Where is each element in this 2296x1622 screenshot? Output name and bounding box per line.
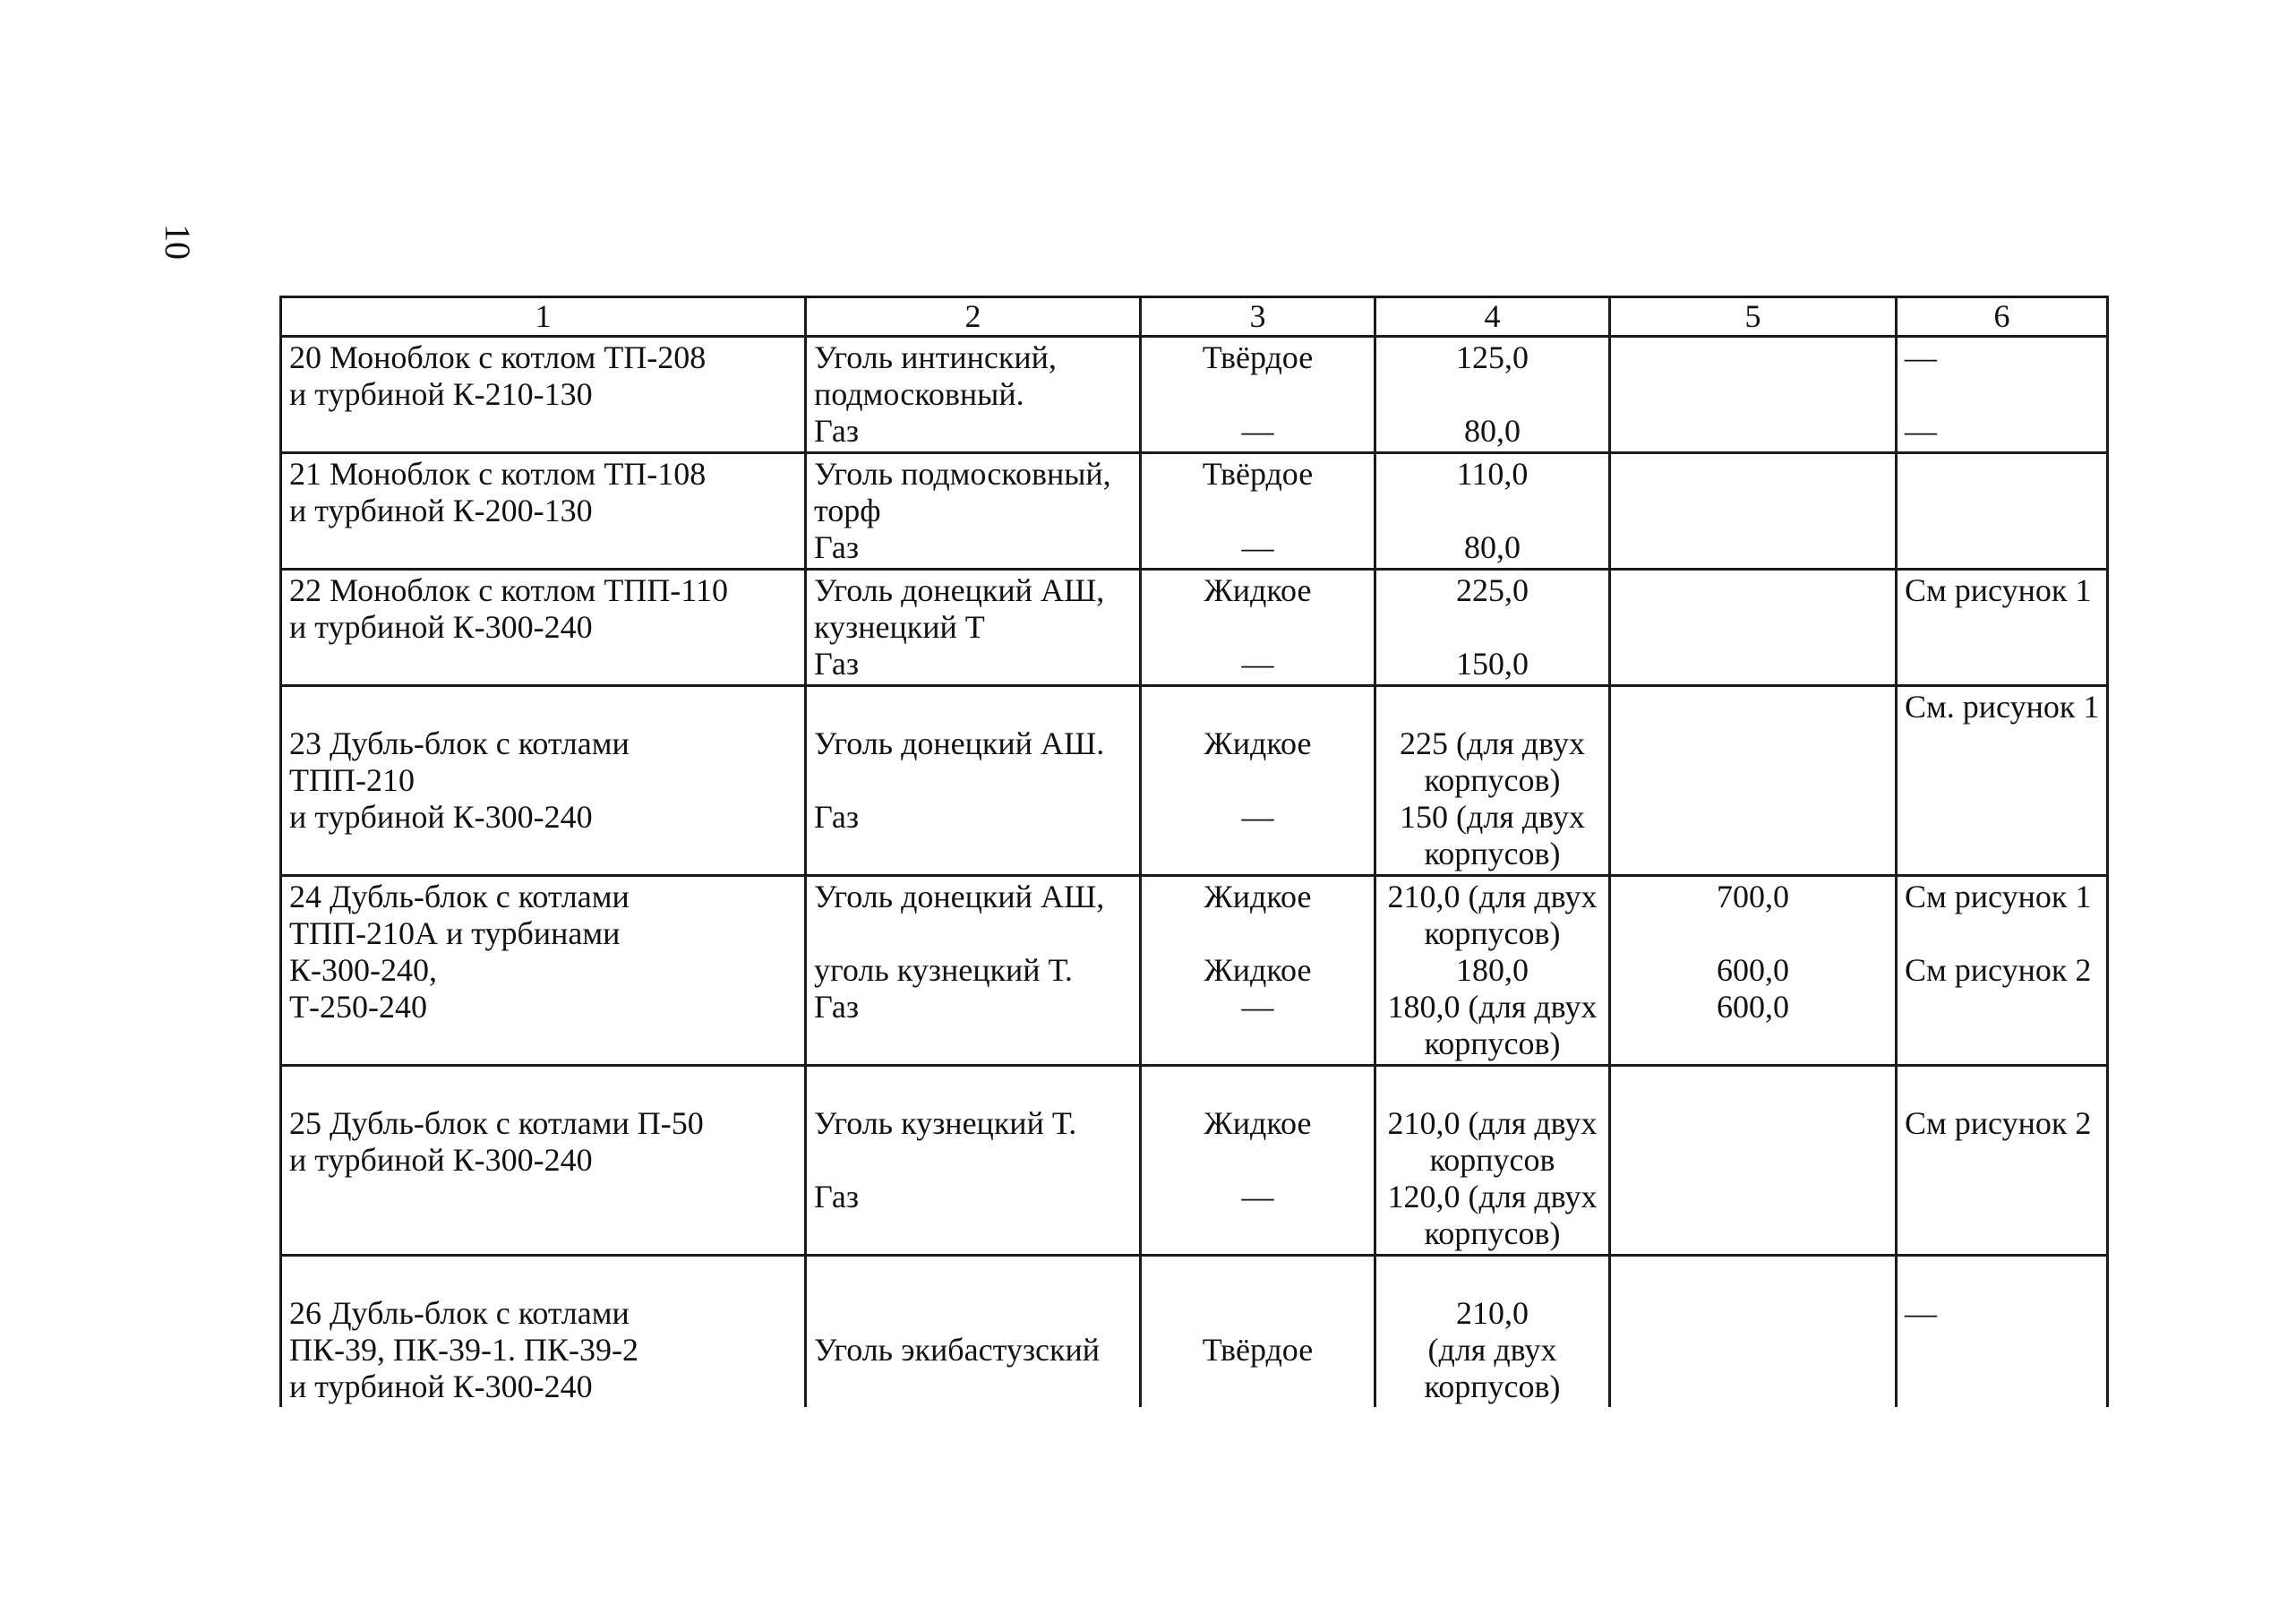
reference-cell: [1897, 453, 2108, 570]
cell-line: См. рисунок 1: [1905, 689, 2100, 725]
cell-line: [1149, 1068, 1366, 1105]
fuel-state-cell: [1141, 453, 1375, 570]
cell-line: [1384, 493, 1601, 529]
cell-line: 80,0: [1464, 413, 1521, 449]
cell-line: Жидкое: [1204, 952, 1312, 988]
cell-line: Жидкое: [1204, 572, 1312, 608]
cell-line: [1384, 1258, 1601, 1295]
cell-line: 23 Дубль-блок с котлами: [289, 725, 630, 761]
table-row: [281, 453, 2108, 570]
value-cell: [1375, 876, 1610, 1066]
value-cell: [1375, 1256, 1610, 1408]
cell-line: [814, 1295, 1132, 1332]
cell-line: корпусов): [1424, 1026, 1561, 1061]
cell-line: [1384, 689, 1601, 725]
cell-line: корпусов): [1424, 836, 1561, 871]
cell-line: [814, 1142, 1132, 1179]
fuel-cell: [806, 876, 1141, 1066]
cell-line: Уголь донецкий АШ,: [814, 879, 1105, 914]
cell-line: 600,0: [1717, 952, 1789, 988]
cell-line: [289, 1068, 797, 1105]
cell-line: —: [1241, 989, 1274, 1025]
cell-line: [1905, 1258, 2099, 1295]
cell-line: [814, 689, 1132, 725]
cell-line: —: [1241, 1179, 1274, 1214]
table-row: [281, 686, 2108, 876]
fuel-state-cell: [1141, 570, 1375, 686]
cell-line: [1384, 1068, 1601, 1105]
fuel-state-cell: [1141, 686, 1375, 876]
fuel-cell: [806, 570, 1141, 686]
fuel-cell: [806, 337, 1141, 453]
cell-line: Уголь подмосковный,: [814, 456, 1111, 492]
cell-line: —: [1241, 646, 1274, 682]
cell-line: [1384, 609, 1601, 646]
equipment-cell: [281, 1066, 806, 1256]
cell-line: [1149, 762, 1366, 799]
cell-line: корпусов): [1424, 915, 1561, 951]
column-header-6: 6: [1897, 297, 2108, 337]
reference-cell: [1897, 1256, 2108, 1408]
reference-cell: [1897, 337, 2108, 453]
cell-line: Уголь интинский,: [814, 339, 1057, 375]
cell-line: [814, 1068, 1132, 1105]
cell-line: 25 Дубль-блок с котлами П-50: [289, 1105, 704, 1141]
cell-line: 180,0: [1456, 952, 1529, 988]
column-header-2: 2: [806, 297, 1141, 337]
cell-line: Жидкое: [1204, 879, 1312, 914]
cell-line: Газ: [814, 413, 860, 449]
value-cell: [1375, 337, 1610, 453]
cell-line: 125,0: [1456, 339, 1529, 375]
cell-line: Т-250-240: [289, 989, 427, 1025]
cell-line: 80,0: [1464, 529, 1521, 565]
cell-line: ПК-39, ПК-39-1. ПК-39-2: [289, 1332, 638, 1368]
cell-line: [1384, 376, 1601, 413]
cell-line: —: [1905, 1295, 1937, 1331]
cell-line: [1149, 1295, 1366, 1332]
cell-line: корпусов: [1429, 1142, 1555, 1178]
cell-line: уголь кузнецкий Т.: [814, 952, 1073, 988]
cell-line: 150 (для двух: [1400, 799, 1585, 835]
cell-line: 24 Дубль-блок с котлами: [289, 879, 630, 914]
table-row: [281, 1256, 2108, 1408]
cell-line: [1905, 915, 2099, 952]
cell-line: 110,0: [1456, 456, 1529, 492]
fuel-state-cell: [1141, 876, 1375, 1066]
cell-line: [289, 1258, 797, 1295]
cell-line: [1149, 493, 1366, 529]
cell-line: Уголь кузнецкий Т.: [814, 1105, 1077, 1141]
fuel-cell: [806, 686, 1141, 876]
cell-line: подмосковный.: [814, 376, 1024, 412]
equipment-cell: [281, 686, 806, 876]
cell-line: 210,0 (для двух: [1387, 1105, 1598, 1141]
reference-cell: [1897, 1066, 2108, 1256]
column-header-4: 4: [1375, 297, 1610, 337]
cell-line: —: [1905, 339, 1937, 375]
page-number: 10: [158, 224, 198, 260]
cell-line: [814, 915, 1132, 952]
cell-line: Газ: [814, 646, 860, 682]
cell-line: См рисунок 2: [1905, 1105, 2092, 1141]
cell-line: —: [1241, 799, 1274, 835]
reference-cell: [1897, 876, 2108, 1066]
cell-line: кузнецкий Т: [814, 609, 985, 645]
cell-line: [1149, 376, 1366, 413]
value-cell: [1375, 1066, 1610, 1256]
cell-line: Газ: [814, 799, 860, 835]
cell-line: и турбиной К-300-240: [289, 609, 593, 645]
cell-line: 600,0: [1717, 989, 1789, 1025]
col5-value-cell: [1610, 337, 1897, 453]
value-cell: [1375, 686, 1610, 876]
cell-line: Жидкое: [1204, 1105, 1312, 1141]
cell-line: [1149, 689, 1366, 725]
cell-line: Уголь донецкий АШ,: [814, 572, 1105, 608]
cell-line: 150,0: [1456, 646, 1529, 682]
fuel-cell: [806, 453, 1141, 570]
cell-line: 22 Моноблок с котлом ТПП-110: [289, 572, 728, 608]
cell-line: [1618, 915, 1888, 952]
fuel-state-cell: [1141, 1256, 1375, 1408]
cell-line: К-300-240,: [289, 952, 437, 988]
cell-line: корпусов): [1424, 1369, 1561, 1404]
col5-value-cell: [1610, 1256, 1897, 1408]
cell-line: —: [1905, 413, 1937, 449]
cell-line: 180,0 (для двух: [1387, 989, 1598, 1025]
cell-line: 21 Моноблок с котлом ТП-108: [289, 456, 707, 492]
fuel-cell: [806, 1256, 1141, 1408]
fuel-state-cell: [1141, 1066, 1375, 1256]
cell-line: —: [1241, 529, 1274, 565]
col5-value-cell: [1610, 686, 1897, 876]
cell-line: и турбиной К-210-130: [289, 376, 593, 412]
cell-line: См рисунок 2: [1905, 952, 2092, 988]
cell-line: См рисунок 1: [1905, 879, 2092, 914]
reference-cell: [1897, 570, 2108, 686]
column-header-1: 1: [281, 297, 806, 337]
equipment-cell: [281, 1256, 806, 1408]
cell-line: Уголь экибастузский: [814, 1332, 1101, 1368]
cell-line: Газ: [814, 989, 860, 1025]
cell-line: (для двух: [1427, 1332, 1557, 1368]
cell-line: [814, 1258, 1132, 1295]
reference-cell: [1897, 686, 2108, 876]
col5-value-cell: [1610, 1066, 1897, 1256]
cell-line: и турбиной К-200-130: [289, 493, 593, 528]
cell-line: и турбиной К-300-240: [289, 1369, 593, 1404]
fuel-cell: [806, 1066, 1141, 1256]
cell-line: [1905, 1068, 2099, 1105]
fuel-state-cell: [1141, 337, 1375, 453]
table-row: [281, 876, 2108, 1066]
cell-line: корпусов): [1424, 1215, 1561, 1251]
equipment-table: [279, 296, 2109, 1407]
cell-line: 225 (для двух: [1400, 725, 1585, 761]
cell-line: Жидкое: [1204, 725, 1312, 761]
col5-value-cell: [1610, 570, 1897, 686]
cell-line: [814, 762, 1132, 799]
column-header-3: 3: [1141, 297, 1375, 337]
equipment-cell: [281, 453, 806, 570]
header-row: [281, 297, 2108, 337]
cell-line: Твёрдое: [1202, 1332, 1314, 1368]
cell-line: 20 Моноблок с котлом ТП-208: [289, 339, 707, 375]
cell-line: и турбиной К-300-240: [289, 799, 593, 835]
equipment-cell: [281, 570, 806, 686]
cell-line: и турбиной К-300-240: [289, 1142, 593, 1178]
cell-line: Газ: [814, 1179, 860, 1214]
cell-line: 225,0: [1456, 572, 1529, 608]
col5-value-cell: [1610, 453, 1897, 570]
cell-line: Уголь донецкий АШ.: [814, 725, 1105, 761]
equipment-cell: [281, 337, 806, 453]
cell-line: [1149, 1258, 1366, 1295]
table-row: [281, 1066, 2108, 1256]
cell-line: —: [1241, 413, 1274, 449]
cell-line: корпусов): [1424, 762, 1561, 798]
table-body: [281, 337, 2108, 1408]
value-cell: [1375, 453, 1610, 570]
cell-line: [1149, 1142, 1366, 1179]
column-header-5: 5: [1610, 297, 1897, 337]
cell-line: Твёрдое: [1202, 339, 1314, 375]
cell-line: 210,0: [1456, 1295, 1529, 1331]
cell-line: [289, 689, 797, 725]
table-row: [281, 337, 2108, 453]
cell-line: [1149, 915, 1366, 952]
col5-value-cell: [1610, 876, 1897, 1066]
cell-line: Твёрдое: [1202, 456, 1314, 492]
cell-line: См рисунок 1: [1905, 572, 2092, 608]
cell-line: 700,0: [1717, 879, 1789, 914]
cell-line: 120,0 (для двух: [1387, 1179, 1598, 1214]
cell-line: [1149, 609, 1366, 646]
cell-line: [1905, 376, 2099, 413]
value-cell: [1375, 570, 1610, 686]
cell-line: ТПП-210: [289, 762, 415, 798]
equipment-cell: [281, 876, 806, 1066]
cell-line: 210,0 (для двух: [1387, 879, 1598, 914]
cell-line: 26 Дубль-блок с котлами: [289, 1295, 630, 1331]
cell-line: торф: [814, 493, 881, 528]
cell-line: Газ: [814, 529, 860, 565]
cell-line: ТПП-210А и турбинами: [289, 915, 621, 951]
table-row: [281, 570, 2108, 686]
